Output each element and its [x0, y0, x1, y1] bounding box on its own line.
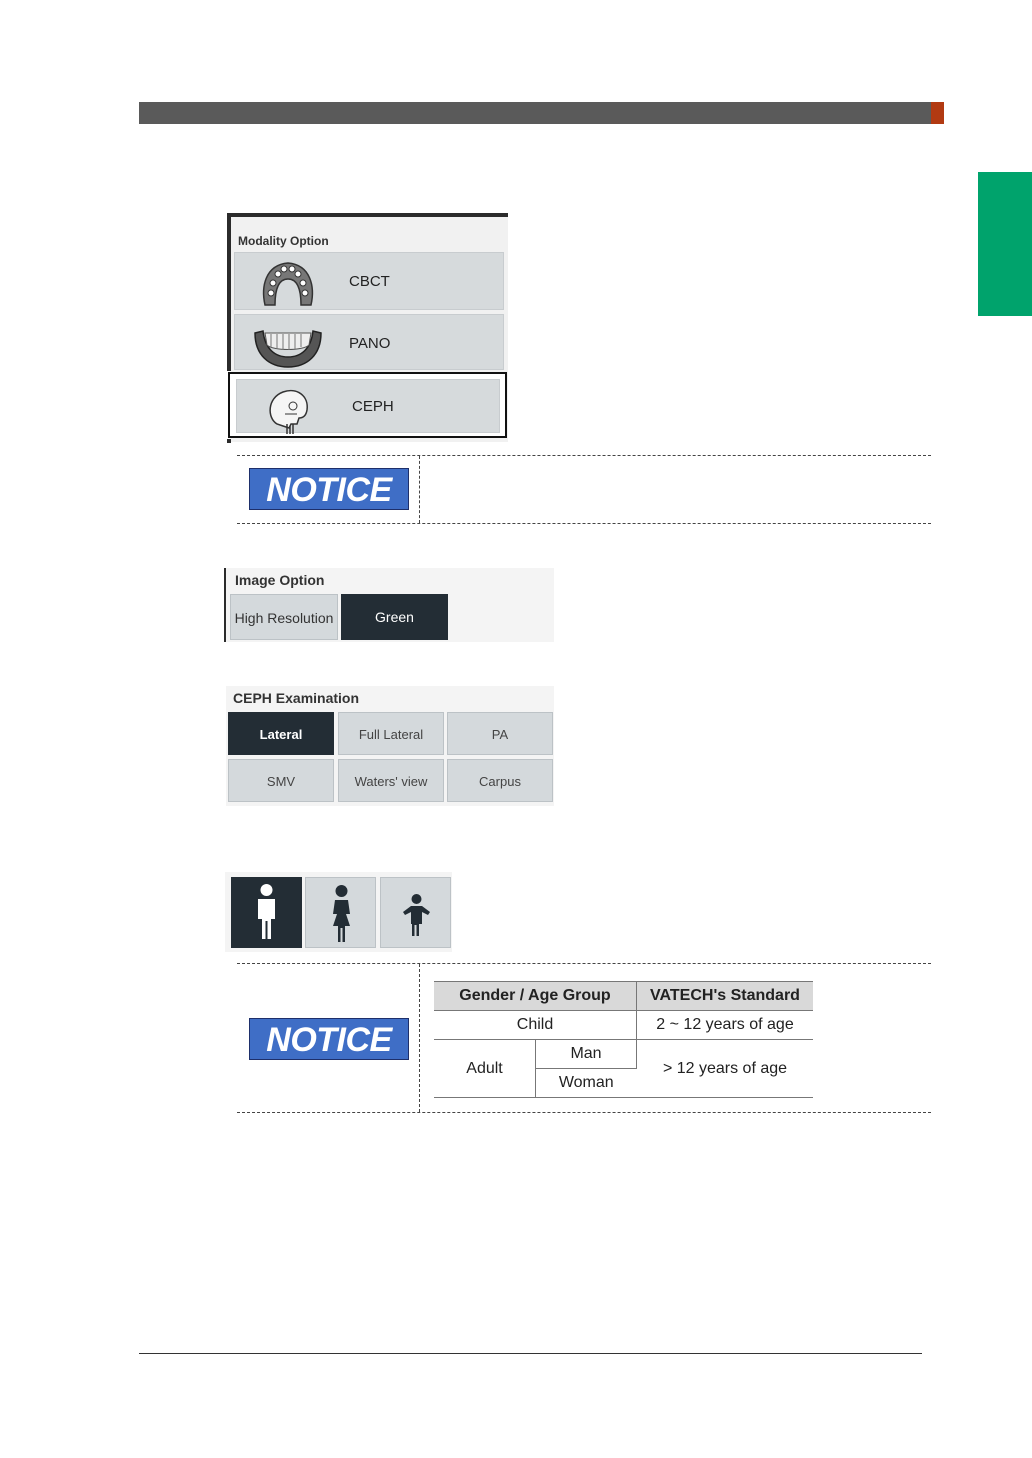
- man-icon: [231, 877, 302, 948]
- table-header-gender-age: Gender / Age Group: [434, 982, 637, 1011]
- child-icon: [381, 878, 452, 949]
- ceph-examination-panel: [226, 686, 554, 806]
- panel-corner-mark: [227, 439, 231, 443]
- table-cell-man: Man: [536, 1040, 637, 1069]
- exam-smv-button[interactable]: SMV: [228, 759, 334, 802]
- image-option-panel: [224, 568, 554, 642]
- table-row: [434, 1040, 813, 1069]
- modality-pano-button[interactable]: [234, 314, 504, 370]
- notice-badge: NOTICE: [249, 468, 409, 510]
- exam-lateral-button[interactable]: Lateral: [228, 712, 334, 755]
- notice-divider: [419, 456, 420, 523]
- footer-rule: [139, 1353, 922, 1354]
- notice-divider: [419, 964, 420, 1112]
- image-option-title: Image Option: [235, 572, 325, 588]
- table-cell-woman: Woman: [536, 1069, 637, 1098]
- high-resolution-button[interactable]: High Resolution: [230, 594, 338, 640]
- notice-box-1: [237, 455, 931, 524]
- exam-pa-button[interactable]: PA: [447, 712, 553, 755]
- exam-full-lateral-button[interactable]: Full Lateral: [338, 712, 444, 755]
- man-button[interactable]: [231, 877, 302, 948]
- table-row: [434, 1011, 813, 1040]
- skull-icon: [253, 384, 327, 434]
- ceph-examination-title: CEPH Examination: [233, 690, 360, 706]
- modality-cbct-button[interactable]: [234, 252, 504, 310]
- woman-button[interactable]: [305, 877, 376, 948]
- modality-ceph-label: CEPH: [352, 398, 394, 415]
- modality-ceph-button[interactable]: [236, 379, 500, 433]
- child-button[interactable]: [380, 877, 451, 948]
- chapter-header-accent: [931, 102, 944, 124]
- table-cell-adult: Adult: [434, 1040, 536, 1098]
- table-header-row: [434, 982, 813, 1011]
- gender-age-panel: [225, 872, 452, 952]
- modality-cbct-label: CBCT: [349, 273, 390, 290]
- exam-waters-view-button[interactable]: Waters' view: [338, 759, 444, 802]
- modality-option-panel: [227, 213, 508, 442]
- table-cell-child-standard: 2 ~ 12 years of age: [637, 1011, 814, 1040]
- modality-option-title: Modality Option: [238, 234, 329, 248]
- panel-border-left: [224, 568, 226, 642]
- lower-jaw-icon: [251, 319, 325, 369]
- modality-pano-label: PANO: [349, 335, 391, 352]
- age-group-table: [434, 981, 813, 1098]
- table-cell-child: Child: [434, 1011, 637, 1040]
- ceph-selection-frame: [228, 372, 507, 438]
- notice-badge: NOTICE: [249, 1018, 409, 1060]
- upper-jaw-icon: [251, 257, 325, 307]
- notice-box-2: [237, 963, 931, 1113]
- table-cell-adult-standard: > 12 years of age: [637, 1040, 814, 1098]
- exam-carpus-button[interactable]: Carpus: [447, 759, 553, 802]
- table-header-standard: VATECH's Standard: [637, 982, 814, 1011]
- chapter-header-bar: [139, 102, 931, 124]
- green-button[interactable]: Green: [341, 594, 448, 640]
- woman-icon: [306, 878, 377, 949]
- chapter-side-tab: [978, 172, 1032, 316]
